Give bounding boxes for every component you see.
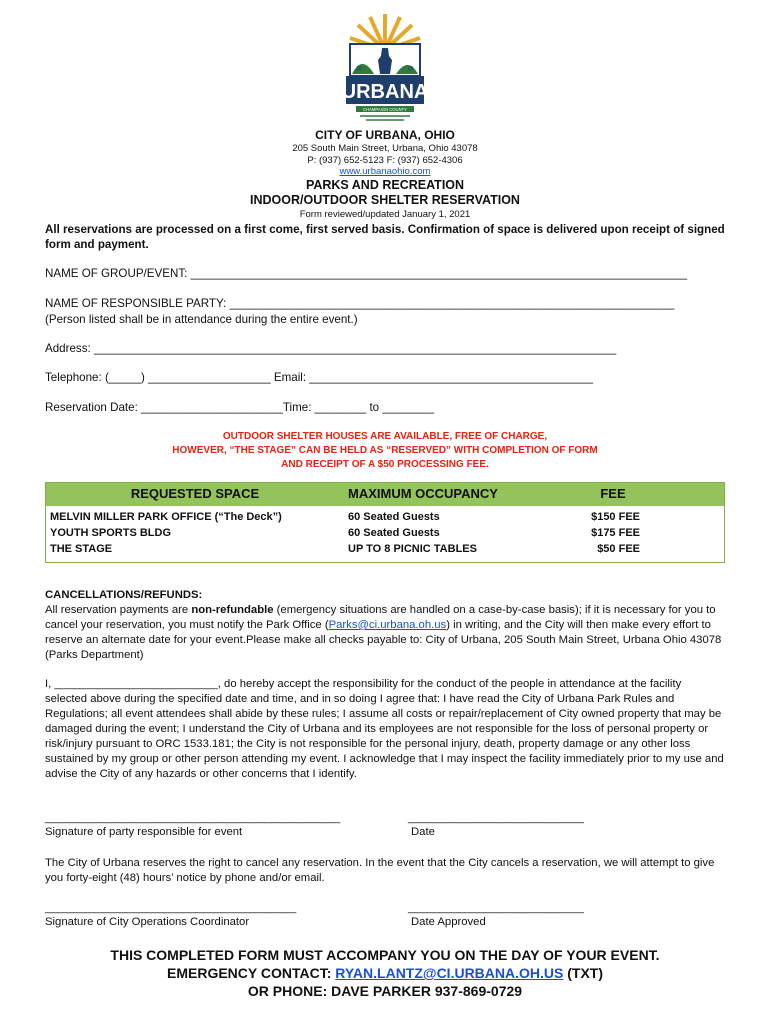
party-signature-line[interactable]: _______________________________________________	[45, 812, 341, 824]
date-approved-line[interactable]: ____________________________	[408, 902, 584, 914]
footer-block	[0, 946, 770, 1000]
cancellations-section	[45, 588, 725, 663]
website-link[interactable]: www.urbanaohio.com	[339, 166, 431, 177]
emergency-contact: EMERGENCY CONTACT: RYAN.LANTZ@CI.URBANA.OH.US (TXT)	[167, 965, 603, 981]
form-title: INDOOR/OUTDOOR SHELTER RESERVATION	[250, 193, 520, 207]
cancellations-heading: CANCELLATIONS/REFUNDS:	[45, 589, 203, 601]
urbana-logo	[342, 10, 428, 122]
telephone-email-field[interactable]: Telephone: (_____) ___________________ Email: ____________________________________________	[45, 371, 594, 384]
date-approved-label: Date Approved	[411, 916, 486, 928]
coordinator-signature-line[interactable]: ________________________________________	[45, 902, 297, 914]
fee-cell: $175 FEE	[591, 527, 640, 539]
logo-year-left: 18	[356, 66, 362, 72]
occupancy-cell: 60 Seated Guests	[348, 527, 440, 539]
space-cell: MELVIN MILLER PARK OFFICE (“The Deck”)	[50, 511, 282, 523]
field-stripes	[360, 116, 410, 120]
address-field[interactable]: Address: _________________________________________________________________________________	[45, 342, 617, 355]
city-name: CITY OF URBANA, OHIO	[315, 128, 455, 142]
party-signature-label: Signature of party responsible for event	[45, 826, 243, 838]
header-max-occupancy: MAXIMUM OCCUPANCY	[344, 483, 502, 507]
table-header-row	[46, 483, 725, 507]
logo-year-right: 05	[408, 66, 414, 72]
occupancy-cell: UP TO 8 PICNIC TABLES	[348, 543, 477, 555]
parks-email-link[interactable]: Parks@ci.urbana.oh.us	[328, 619, 447, 631]
responsible-party-field[interactable]: NAME OF RESPONSIBLE PARTY: _____________________________________________________________________	[45, 297, 675, 310]
space-cell: THE STAGE	[50, 543, 113, 555]
table-row	[46, 541, 725, 563]
group-event-field[interactable]: NAME OF GROUP/EVENT: _____________________________________________________________________________	[45, 267, 688, 280]
city-cancel-note: The City of Urbana reserves the right to cancel any reservation. In the event that the City cancels a reservation, we will attempt to give you forty-eight (48) hours’ notice by phone and/or email.	[45, 857, 715, 884]
department-title: PARKS AND RECREATION	[305, 178, 465, 192]
date-label: Date	[411, 826, 435, 838]
non-refundable-text: non-refundable	[191, 604, 274, 616]
occupancy-cell: 60 Seated Guests	[348, 511, 440, 523]
reservation-date-time-field[interactable]: Reservation Date: ______________________Time: ________ to ________	[45, 401, 434, 414]
outdoor-shelter-notice: OUTDOOR SHELTER HOUSES ARE AVAILABLE, FREE OF CHARGE, HOWEVER, “THE STAGE” CAN BE HELD AS “RESERVED” WITH COMPLETION OF FORM AND RECEIPT OF A $50 PROCESSING FEE.	[172, 431, 598, 470]
form-title-block	[0, 178, 770, 208]
contact-block	[0, 143, 770, 178]
cancellations-text: All reservation payments are non-refundable (emergency situations are handled on a case-by-case basis); if it is necessary for you to cancel your reservation, you must notify the Park Office (Parks@ci.urbana.oh.us) in writing, and the City will then make every effort to reserve an alternate date for your event.Please make all checks payable to: City of Urbana, 205 South Main Street, Urbana Ohio 43078 (Parks Department)	[45, 604, 722, 661]
logo-subtitle: CHAMPAIGN COUNTY	[363, 107, 407, 112]
header-fee: FEE	[502, 483, 725, 507]
fee-cell: $150 FEE	[591, 511, 640, 523]
emergency-email-link[interactable]: RYAN.LANTZ@CI.URBANA.OH.US	[335, 965, 564, 981]
street-address: 205 South Main Street, Urbana, Ohio 43078	[292, 143, 478, 154]
table-row	[46, 525, 725, 541]
coordinator-signature-label: Signature of City Operations Coordinator	[45, 916, 250, 928]
phone-fax: P: (937) 652-5123 F: (937) 652-4306	[307, 154, 463, 166]
form-reviewed-date: Form reviewed/updated January 1, 2021	[299, 209, 471, 220]
intro-statement: All reservations are processed on a first come, first served basis. Confirmation of space is delivered upon receipt of signed form and payment.	[45, 223, 725, 251]
emergency-phone: OR PHONE: DAVE PARKER 937-869-0729	[247, 983, 523, 999]
space-table	[45, 482, 725, 563]
header-requested-space: REQUESTED SPACE	[46, 483, 345, 507]
table-row	[46, 506, 725, 525]
logo-name: URBANA	[342, 81, 428, 103]
date-signature-line[interactable]: ____________________________	[408, 812, 584, 824]
fee-cell: $50 FEE	[597, 543, 640, 555]
space-cell: YOUTH SPORTS BLDG	[50, 527, 172, 539]
responsible-party-note: (Person listed shall be in attendance during the entire event.)	[45, 313, 358, 326]
footer-instruction: THIS COMPLETED FORM MUST ACCOMPANY YOU ON THE DAY OF YOUR EVENT.	[110, 947, 660, 963]
agreement-text: I, __________________________, do hereby accept the responsibility for the conduct of the people in attendance at the facility selected above during the specified date and time, and in so doing I agree that: I have read the City of Urbana Park Rules and Regulations; all event attendees shall abide by these rules; I assume all costs or repair/replacement of City owned property that may be damaged during the event; I understand the City of Urbana and its employees are not responsible for the loss of personal property or risk/injury pursuant to ORC 1533.181; the City is not responsible for the personal injury, death, property damage or any other loss sustained by my group or other person attending my event. I acknowledge that I may inspect the facility immediately prior to my use and advise the City of any hazards or other concerns that I identify.	[45, 678, 724, 780]
